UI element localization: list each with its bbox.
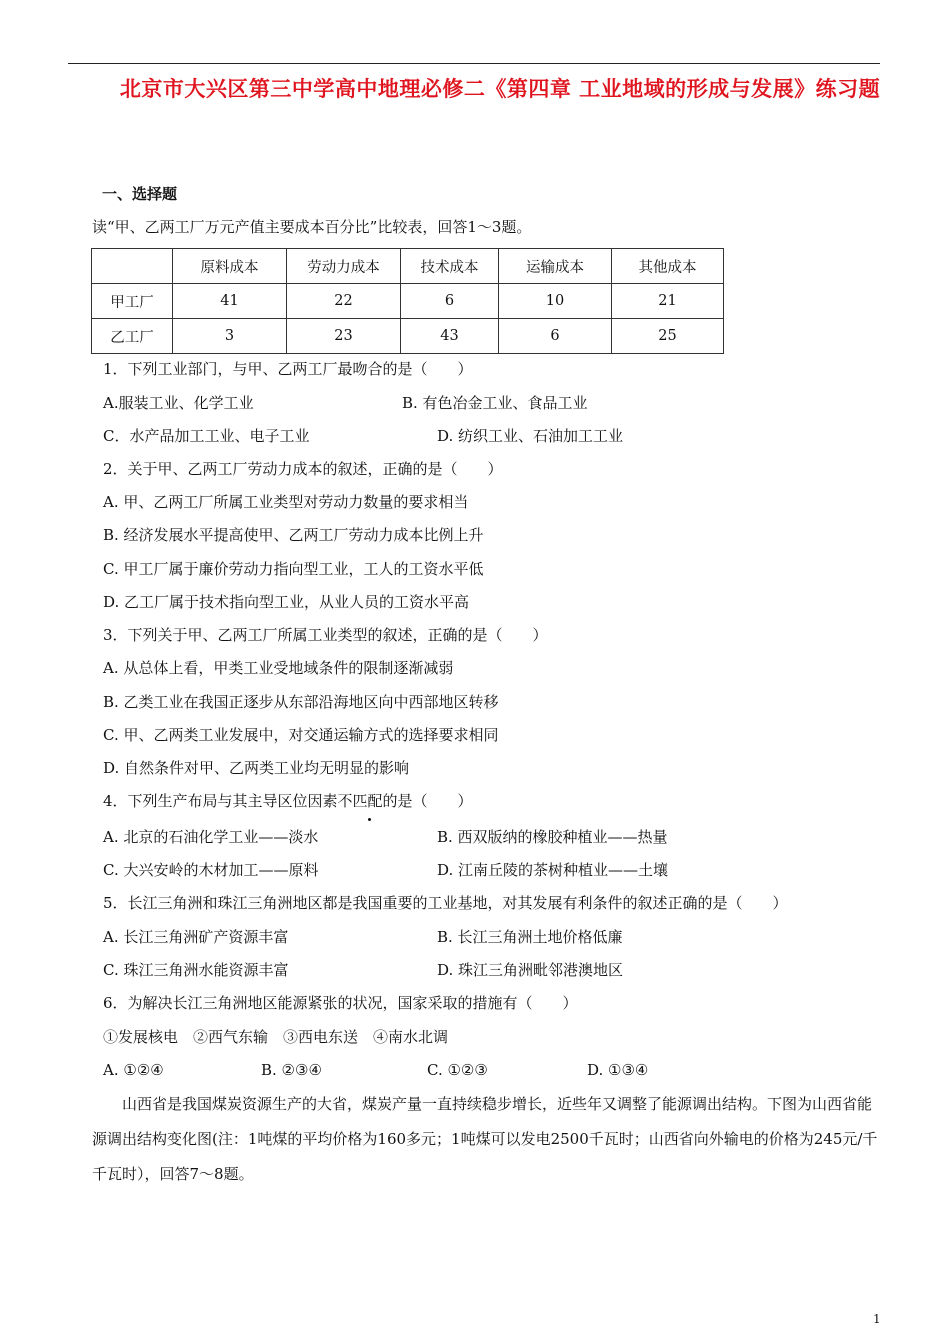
- question-6-stem: 6．为解决长江三角洲地区能源紧张的状况，国家采取的措施有（ ）: [103, 994, 578, 1012]
- question-2-option-b: B. 经济发展水平提高使甲、乙两工厂劳动力成本比例上升: [103, 526, 484, 544]
- table-cell: 3: [173, 319, 287, 354]
- table-header-cell: 其他成本: [612, 249, 724, 284]
- table-cell: 6: [401, 284, 499, 319]
- question-6-option-c: C. ①②③: [427, 1061, 488, 1079]
- question-3-option-a: A. 从总体上看，甲类工业受地域条件的限制逐渐减弱: [103, 659, 454, 677]
- question-6-items: ①发展核电 ②西气东输 ③西电东送 ④南水北调: [103, 1028, 449, 1046]
- question-4-option-c: C. 大兴安岭的木材加工——原料: [103, 861, 319, 879]
- question-3-option-c: C. 甲、乙两类工业发展中，对交通运输方式的选择要求相同: [103, 726, 499, 744]
- table-cell: 10: [499, 284, 612, 319]
- question-3-option-d: D. 自然条件对甲、乙两类工业均无明显的影响: [103, 759, 410, 777]
- question-6-option-d: D. ①③④: [587, 1061, 649, 1079]
- table-cell: 甲工厂: [92, 284, 173, 319]
- table-cell: 41: [173, 284, 287, 319]
- question-1-option-c: C．水产品加工工业、电子工业: [103, 427, 310, 445]
- page-number: 1: [873, 1312, 881, 1326]
- question-1-option-a: A.服装工业、化学工业: [103, 394, 254, 412]
- question-4-stem: 4．下列生产布局与其主导区位因素不匹配的是（ ）: [103, 792, 473, 810]
- document-title: 北京市大兴区第三中学高中地理必修二《第四章 工业地域的形成与发展》练习题: [119, 76, 881, 101]
- table-header-cell: 劳动力成本: [287, 249, 401, 284]
- question-4-option-a: A. 北京的石油化学工业——淡水: [103, 828, 319, 846]
- question-1-option-d: D. 纺织工业、石油加工工业: [437, 427, 624, 445]
- table-cell: 23: [287, 319, 401, 354]
- table-cell: 6: [499, 319, 612, 354]
- question-6-option-b: B. ②③④: [261, 1061, 322, 1079]
- question-2-option-a: A. 甲、乙两工厂所属工业类型对劳动力数量的要求相当: [103, 493, 469, 511]
- emphasis-dot: [368, 818, 371, 821]
- table-header-row: [92, 249, 724, 284]
- question-1-option-b: B. 有色冶金工业、食品工业: [402, 394, 588, 412]
- question-2-option-d: D. 乙工厂属于技术指向型工业，从业人员的工资水平高: [103, 593, 470, 611]
- question-1-stem: 1．下列工业部门，与甲、乙两工厂最吻合的是（ ）: [103, 360, 473, 378]
- table-intro: 读“甲、乙两工厂万元产值主要成本百分比”比较表，回答1～3题。: [92, 218, 532, 236]
- table-row: [92, 319, 724, 354]
- question-4-option-d: D. 江南丘陵的茶树种植业——土壤: [437, 861, 669, 879]
- question-5-option-c: C. 珠江三角洲水能资源丰富: [103, 961, 289, 979]
- table-cell: 乙工厂: [92, 319, 173, 354]
- question-2-stem: 2．关于甲、乙两工厂劳动力成本的叙述，正确的是（ ）: [103, 460, 503, 478]
- question-5-option-d: D. 珠江三角洲毗邻港澳地区: [437, 961, 624, 979]
- header-rule: [68, 63, 880, 64]
- question-2-option-c: C. 甲工厂属于廉价劳动力指向型工业，工人的工资水平低: [103, 560, 484, 578]
- question-5-option-b: B. 长江三角洲土地价格低廉: [437, 928, 623, 946]
- shanxi-paragraph: 山西省是我国煤炭资源生产的大省，煤炭产量一直持续稳步增长，近些年又调整了能源调出结构。下图为山西省能源调出结构变化图(注：1吨煤的平均价格为160多元；1吨煤可以发电2500千瓦时；山西省向外输电的价格为245元/千千瓦时），回答7～8题。: [92, 1095, 878, 1183]
- cost-table: [91, 248, 724, 354]
- table-cell: 43: [401, 319, 499, 354]
- table-header-cell: 技术成本: [401, 249, 499, 284]
- table-header-cell: 运输成本: [499, 249, 612, 284]
- question-3-stem: 3．下列关于甲、乙两工厂所属工业类型的叙述，正确的是（ ）: [103, 626, 548, 644]
- table-cell: 22: [287, 284, 401, 319]
- table-cell: 25: [612, 319, 724, 354]
- section-heading: 一、选择题: [102, 185, 178, 203]
- question-6-option-a: A. ①②④: [103, 1061, 164, 1079]
- table-header-cell: 原料成本: [173, 249, 287, 284]
- table-cell: 21: [612, 284, 724, 319]
- question-5-stem: 5．长江三角洲和珠江三角洲地区都是我国重要的工业基地，对其发展有利条件的叙述正确的是（ ）: [103, 894, 788, 912]
- question-5-option-a: A. 长江三角洲矿产资源丰富: [103, 928, 289, 946]
- table-header-cell: [92, 249, 173, 284]
- question-4-option-b: B. 西双版纳的橡胶种植业——热量: [437, 828, 668, 846]
- question-3-option-b: B. 乙类工业在我国正逐步从东部沿海地区向中西部地区转移: [103, 693, 499, 711]
- table-row: [92, 284, 724, 319]
